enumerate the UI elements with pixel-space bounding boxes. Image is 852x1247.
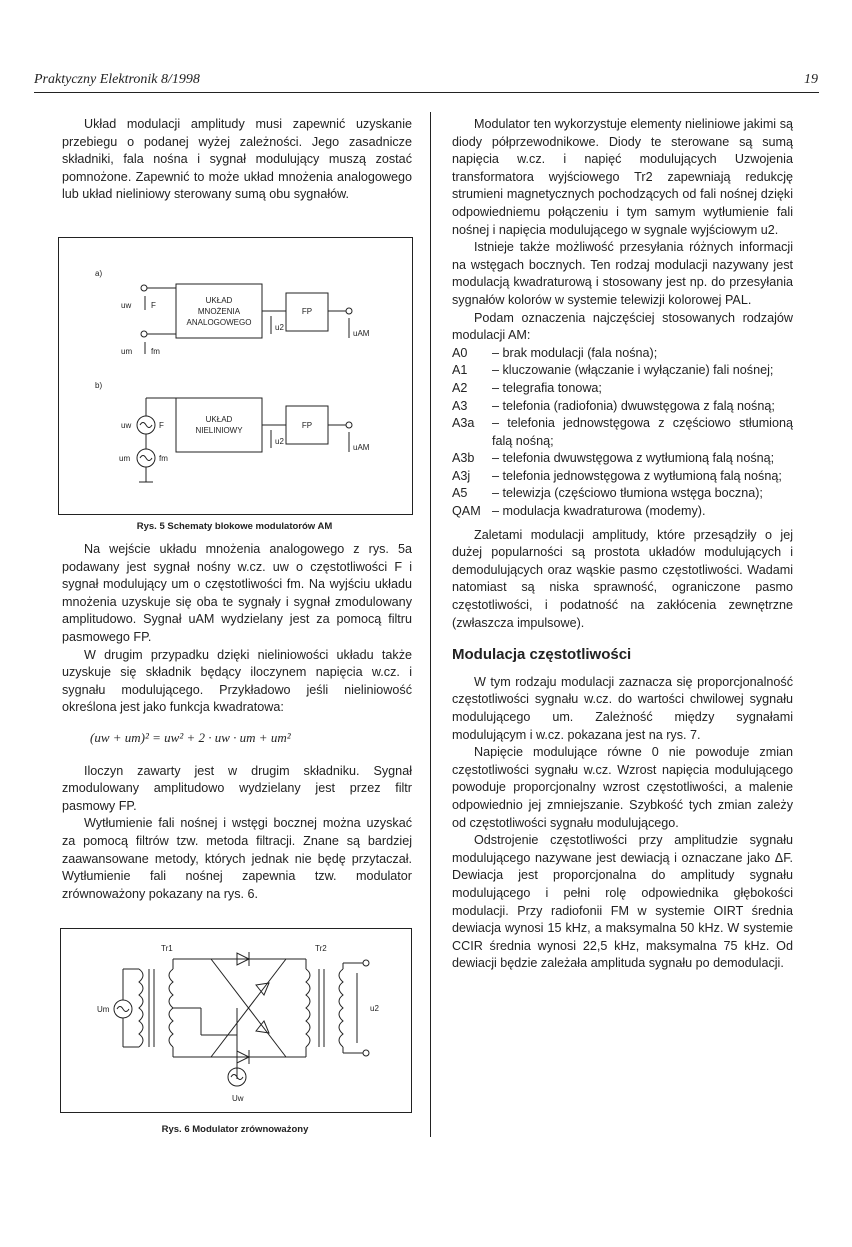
formula: (uw + um)² = uw² + 2 · uw · um + um² (90, 729, 291, 745)
uw-label: Uw (232, 1094, 244, 1103)
page-header (34, 72, 818, 90)
list-desc: – brak modulacji (fala nośna); (492, 345, 658, 360)
uam-label-a: uAM (353, 329, 370, 338)
f-label-b: F (159, 421, 164, 430)
paragraph: Zaletami modulacji amplitudy, które przesądziły o jej dużej popularności są prostota układów modulujących i demodulujących oraz wąskie pasmo częstotliwości. Wadami natomiast są niska sprawność, ograniczone pasmo częstotliwości, i podatność na zakłócenia zewnętrzne (zwłaszcza impulsowe). (452, 527, 793, 630)
list-code: QAM (452, 504, 481, 519)
fp-label-a: FP (301, 307, 313, 316)
left-column-top (62, 116, 412, 204)
paragraph: Na wejście układu mnożenia analogowego z rys. 5a podawany jest sygnał nośny w.cz. uw o częstotliwości F i sygnał modulujący um o częstotliwości fm. Na wyjściu układu mnożenia uzyskuje się oba te sygnały i sygnał zmodulowany amplitudowo. Sygnał uAM wydzielany jest za pomocą filtru pasmowego FP. (62, 542, 412, 644)
paragraph: Napięcie modulujące równe 0 nie powoduje zmian częstotliwości sygnału w.cz. Wzrost napięcia modulującego powoduje proporcjonalny wzrost częstotliwości, a malenie odpowiednio jej zmniejszanie. Szybkość tych zmian zależy od częstotliwości sygnału modulującego. (452, 745, 793, 830)
tr2-label: Tr2 (315, 944, 327, 953)
paragraph: Iloczyn zawarty jest w drugim składniku. Sygnał zmodulowany amplitudowo wydzielany jest przez filtr pasmowy FP. (62, 763, 412, 813)
list-desc: – modulacja kwadraturowa (modemy). (492, 504, 706, 519)
figure-5-diagram (59, 238, 412, 514)
fm-label-b: fm (159, 454, 168, 463)
list-desc: – kluczowanie (włączanie i wyłączanie) fali nośnej; (492, 363, 774, 378)
list-code: A3b (452, 451, 475, 466)
figure-6 (60, 928, 412, 1113)
list-code: A3j (452, 468, 471, 483)
list-desc: – telewizja (częściowo tłumiona wstęga boczna); (492, 486, 763, 501)
section-heading: Modulacja częstotliwości (452, 646, 632, 664)
paragraph: Istnieje także możliwość przesyłania różnych informacji na wstęgach bocznych. Ten rodzaj modulacji nazywany jest modulacją kwadraturową i stosowany jest np. do przesyłania sygnałów kolorów w systemie telewizji kolorowej PAL. (452, 240, 793, 307)
uw-label-a: uw (121, 301, 132, 310)
uw-label-b: uw (121, 421, 132, 430)
list-code: A3a (452, 416, 475, 431)
list-desc: – telefonia (radiofonia) dwuwstęgowa z falą nośną; (492, 398, 775, 413)
paragraph: Układ modulacji amplitudy musi zapewnić uzyskanie przebiegu o podanej wyżej zależności. Jego zasadnicze składniki, fala nośna i sygnał modulujący muszą zostać pomnożone. Zapewnić to może układ mnożenia analogowego lub układ nieliniowy sterowany sumą obu sygnałów. (62, 117, 412, 202)
list-code: A0 (452, 345, 468, 360)
figure-5 (58, 237, 413, 515)
list-code: A5 (452, 486, 468, 501)
block-a-line1: UKŁAD (205, 296, 233, 305)
figure-6-diagram (61, 929, 411, 1112)
list-desc: – telefonia jednowstęgowa z częściowo stłumioną falą nośną; (492, 416, 793, 448)
tr1-label: Tr1 (161, 944, 173, 953)
u2-label-a: u2 (275, 323, 284, 332)
list-desc: – telefonia dwuwstęgowa z wytłumioną falą nośną; (492, 451, 775, 466)
column-divider (430, 112, 431, 1137)
uam-label-b: uAM (353, 443, 370, 452)
fig5-label-a: a) (95, 269, 103, 278)
paragraph: Modulator ten wykorzystuje elementy nieliniowe jakimi są diody półprzewodnikowe. Diody te sterowane są sumą napięcia w.cz. i napięć modulujących Uzwojenia transformatora wyjściowego Tr2 zapewniają redukcję strumieni magnetycznych pochodzących od fali nośnej dzięki odpowiedniemu połączeniu i tym samym wytłumienie fali nośnej i napięcia modulującego w sygnale wyjściowym u2. (452, 117, 793, 237)
block-b-line1: UKŁAD (205, 415, 233, 424)
right-column (452, 116, 793, 973)
block-a-line3: ANALOGOWEGO (186, 318, 252, 327)
paragraph: Odstrojenie częstotliwości przy amplitudzie sygnału modulującego nazywane jest dewiacją i oznaczane jako ΔF. Dewiacja jest proporcjonalna do amplitudy sygnału modulującego i pełni rolę odpowiednika głębokości modulacji. Przy radiofonii FM w systemie OIRT średnia dewiacja wynosi 15 kHz, a maksymalna 50 kHz. W systemie CCIR średnia wynosi 22,5 kHz, maksymalna 75 kHz. Od dewiacji będzie zależała amplituda sygnału po demodulacji. (452, 833, 793, 971)
figure-5-caption: Rys. 5 Schematy blokowe modulatorów AM (136, 521, 333, 532)
figure-6-caption: Rys. 6 Modulator zrównoważony (161, 1124, 309, 1135)
f-label-a: F (151, 301, 156, 310)
paragraph: Podam oznaczenia najczęściej stosowanych rodzajów modulacji AM: (452, 310, 793, 343)
list-code: A1 (452, 363, 468, 378)
page-number: 19 (804, 72, 818, 87)
fig5-label-b: b) (95, 381, 103, 390)
fp-label-b: FP (301, 421, 313, 430)
list-desc: – telegrafia tonowa; (492, 380, 602, 395)
u2-label-b: u2 (275, 437, 284, 446)
paragraph: W drugim przypadku dzięki nieliniowości układu także uzyskuje się składnik będący iloczynem napięcia w.cz. i sygnału modulującego. Przykładowo jeśli nieliniowość określona jest jako funkcja kwadratowa: (62, 647, 412, 715)
journal-title: Praktyczny Elektronik 8/1998 (34, 72, 200, 87)
block-b-line2: NIELINIOWY (195, 426, 243, 435)
paragraph: Wytłumienie fali nośnej i wstęgi bocznej można uzyskać za pomocą filtrów tzw. metoda filtracji. Znane są bardziej zaawansowane metody, których jednak nie będę przytaczał. Wytłumienie fali nośnej zapewnia tzw. modulator zrównoważony pokazany na rys. 6. (62, 816, 412, 901)
um-label-b: um (119, 454, 131, 463)
um-label-a: um (121, 347, 133, 356)
list-desc: – telefonia jednowstęgowa z wytłumioną falą nośną; (492, 468, 782, 483)
paragraph: W tym rodzaju modulacji zaznacza się proporcjonalność częstotliwości sygnału w.cz. do wartości chwilowej sygnału modulującego um. Zależność między sygnałami modulującym i w.cz. pokazana jest na rys. 7. (452, 674, 793, 742)
fm-label-a: fm (151, 347, 160, 356)
u2-label: u2 (370, 1004, 379, 1013)
block-a-line2: MNOŻENIA (197, 307, 241, 316)
left-column-middle (62, 541, 412, 903)
list-code: A2 (452, 380, 468, 395)
header-rule (34, 92, 819, 93)
modulation-list (452, 345, 793, 521)
list-code: A3 (452, 398, 468, 413)
um-label: Um (97, 1005, 110, 1014)
